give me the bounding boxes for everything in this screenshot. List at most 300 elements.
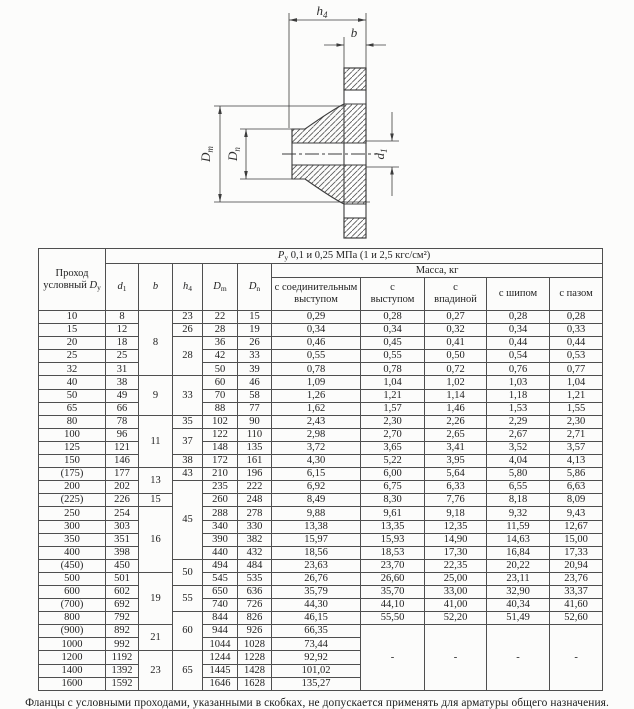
table-cell: 0,44 xyxy=(487,337,550,350)
table-cell: 1600 xyxy=(39,677,106,690)
table-cell: 26,76 xyxy=(272,572,361,585)
table-cell: 545 xyxy=(203,572,238,585)
table-cell: 792 xyxy=(106,612,139,625)
table-cell: 52,20 xyxy=(425,612,487,625)
table-cell: 450 xyxy=(106,559,139,572)
table-cell: 44,30 xyxy=(272,599,361,612)
table-cell: 65 xyxy=(39,402,106,415)
table-cell: 1228 xyxy=(238,651,272,664)
table-cell: 2,26 xyxy=(425,415,487,428)
table-cell: 32 xyxy=(39,363,106,376)
table-cell: 10 xyxy=(39,311,106,324)
table-cell: 650 xyxy=(203,585,238,598)
table-cell: 692 xyxy=(106,599,139,612)
table-cell: 26,60 xyxy=(361,572,425,585)
table-cell: 18,53 xyxy=(361,546,425,559)
table-cell: 1,26 xyxy=(272,389,361,402)
table-cell: 46 xyxy=(238,376,272,389)
table-cell: 600 xyxy=(39,585,106,598)
table-header xyxy=(39,249,603,311)
table-row xyxy=(39,350,603,363)
table-cell: 23,76 xyxy=(550,572,603,585)
table-cell: 3,41 xyxy=(425,441,487,454)
table-cell: 41,60 xyxy=(550,599,603,612)
flange-drawing xyxy=(0,0,634,248)
table-cell: 11 xyxy=(139,415,173,467)
header-d1: $d_1$ xyxy=(106,264,139,311)
table-cell: 254 xyxy=(106,507,139,520)
table-cell: (175) xyxy=(39,468,106,481)
table-cell: 226 xyxy=(106,494,139,507)
table-cell: 440 xyxy=(203,546,238,559)
table-row xyxy=(39,625,603,638)
table-cell: 12 xyxy=(106,324,139,337)
table-cell: 826 xyxy=(238,612,272,625)
table-cell: 33,00 xyxy=(425,585,487,598)
table-cell: (900) xyxy=(39,625,106,638)
dim-b-label: b xyxy=(350,25,358,40)
table-cell: 3,57 xyxy=(550,441,603,454)
table-cell: 0,45 xyxy=(361,337,425,350)
table-cell: 15 xyxy=(139,494,173,507)
table-cell: 1,21 xyxy=(361,389,425,402)
table-cell: 20 xyxy=(39,337,106,350)
table-cell: 60 xyxy=(173,612,203,651)
table-cell: 1392 xyxy=(106,664,139,677)
dim-dm-label: $D_m$ xyxy=(198,146,215,162)
table-cell: 92,92 xyxy=(272,651,361,664)
table-cell: 4,13 xyxy=(550,455,603,468)
table-cell: 250 xyxy=(39,507,106,520)
table-cell: 16,84 xyxy=(487,546,550,559)
table-row xyxy=(39,441,603,454)
table-cell: 0,34 xyxy=(487,324,550,337)
table-cell: 18,56 xyxy=(272,546,361,559)
table-cell: 726 xyxy=(238,599,272,612)
table-cell: 33 xyxy=(173,376,203,415)
table-cell: 37 xyxy=(173,428,203,454)
table-cell: 0,28 xyxy=(361,311,425,324)
table-cell: (700) xyxy=(39,599,106,612)
header-mass-recess: с впадиной xyxy=(425,278,487,311)
table-row xyxy=(39,599,603,612)
table-row xyxy=(39,415,603,428)
table-cell: 35 xyxy=(173,415,203,428)
table-cell: 161 xyxy=(238,455,272,468)
table-row xyxy=(39,585,603,598)
table-cell: 892 xyxy=(106,625,139,638)
table-cell: 26 xyxy=(238,337,272,350)
header-mass-tenon: с шипом xyxy=(487,278,550,311)
table-cell: 202 xyxy=(106,481,139,494)
table-cell: 1192 xyxy=(106,651,139,664)
table-row xyxy=(39,533,603,546)
table-cell: 3,72 xyxy=(272,441,361,454)
table-cell: 0,34 xyxy=(272,324,361,337)
table-cell: 2,98 xyxy=(272,428,361,441)
table-cell: 8,18 xyxy=(487,494,550,507)
table-cell: 11,59 xyxy=(487,520,550,533)
table-cell: 88 xyxy=(203,402,238,415)
table-cell: 77 xyxy=(238,402,272,415)
table-cell: 3,95 xyxy=(425,455,487,468)
table-cell: 235 xyxy=(203,481,238,494)
table-cell: 1200 xyxy=(39,651,106,664)
table-row xyxy=(39,507,603,520)
table-cell: 0,28 xyxy=(550,311,603,324)
table-cell: 0,76 xyxy=(487,363,550,376)
table-cell: 6,33 xyxy=(425,481,487,494)
table-cell: 172 xyxy=(203,455,238,468)
table-cell: 9,88 xyxy=(272,507,361,520)
table-cell: 21 xyxy=(139,625,173,651)
table-cell: 6,15 xyxy=(272,468,361,481)
table-cell: 150 xyxy=(39,455,106,468)
table-cell: 0,55 xyxy=(361,350,425,363)
table-cell: 60 xyxy=(203,376,238,389)
table-cell: 15 xyxy=(238,311,272,324)
table-cell: 6,75 xyxy=(361,481,425,494)
table-cell: 13 xyxy=(139,468,173,494)
table-cell: 9,18 xyxy=(425,507,487,520)
table-row xyxy=(39,389,603,402)
table-cell: 55 xyxy=(173,585,203,611)
table-cell: 484 xyxy=(238,559,272,572)
table-cell: 8,30 xyxy=(361,494,425,507)
table-cell: 1000 xyxy=(39,638,106,651)
table-cell: 1,53 xyxy=(487,402,550,415)
table-cell: 65 xyxy=(173,651,203,690)
table-cell: 22,35 xyxy=(425,559,487,572)
header-mass: Масса, кг xyxy=(272,264,603,278)
table-cell: - xyxy=(487,625,550,690)
table-cell: 390 xyxy=(203,533,238,546)
table-cell: 102 xyxy=(203,415,238,428)
header-dn: $D_n$ xyxy=(238,264,272,311)
table-cell: 66 xyxy=(106,402,139,415)
dim-d1-label: $d_1$ xyxy=(372,148,389,160)
table-cell: 0,78 xyxy=(361,363,425,376)
table-cell: 0,54 xyxy=(487,350,550,363)
table-cell: 9 xyxy=(139,376,173,415)
table-row xyxy=(39,363,603,376)
table-cell: 49 xyxy=(106,389,139,402)
table-cell: 1028 xyxy=(238,638,272,651)
table-cell: 8,49 xyxy=(272,494,361,507)
table-cell: 222 xyxy=(238,481,272,494)
table-cell: 32,90 xyxy=(487,585,550,598)
table-cell: 340 xyxy=(203,520,238,533)
table-cell: - xyxy=(361,625,425,690)
table-cell: 33,37 xyxy=(550,585,603,598)
table-cell: 844 xyxy=(203,612,238,625)
table-cell: 330 xyxy=(238,520,272,533)
table-row xyxy=(39,559,603,572)
dim-dn-label: $D_n$ xyxy=(225,147,242,161)
table-cell: 210 xyxy=(203,468,238,481)
header-mass-groove: с пазом xyxy=(550,278,603,311)
table-cell: 148 xyxy=(203,441,238,454)
footnote: Фланцы с условными проходами, указанными в скобках, не допускается применять для арматуры общего назначения. xyxy=(25,696,609,709)
table-cell: 2,30 xyxy=(550,415,603,428)
table-cell: 2,67 xyxy=(487,428,550,441)
table-cell: 2,43 xyxy=(272,415,361,428)
table-cell: 0,78 xyxy=(272,363,361,376)
table-cell: 0,50 xyxy=(425,350,487,363)
table-cell: 2,70 xyxy=(361,428,425,441)
flange-rim-top xyxy=(344,68,366,90)
table-cell: 96 xyxy=(106,428,139,441)
table-cell: (225) xyxy=(39,494,106,507)
header-dm: $D_m$ xyxy=(203,264,238,311)
table-cell: 0,44 xyxy=(550,337,603,350)
flange-spec-table xyxy=(38,248,603,691)
table-cell: 25 xyxy=(39,350,106,363)
table-cell: 0,77 xyxy=(550,363,603,376)
table-row xyxy=(39,455,603,468)
table-cell: 494 xyxy=(203,559,238,572)
table-cell: 9,61 xyxy=(361,507,425,520)
table-cell: 66,35 xyxy=(272,625,361,638)
table-cell: 44,10 xyxy=(361,599,425,612)
table-row xyxy=(39,337,603,350)
table-row xyxy=(39,376,603,389)
table-cell: 1,09 xyxy=(272,376,361,389)
table-cell: 0,72 xyxy=(425,363,487,376)
table-cell: 6,55 xyxy=(487,481,550,494)
table-cell: 38 xyxy=(173,455,203,468)
table-cell: 25,00 xyxy=(425,572,487,585)
table-cell: 260 xyxy=(203,494,238,507)
table-cell: 0,34 xyxy=(361,324,425,337)
table-cell: 17,33 xyxy=(550,546,603,559)
table-cell: 55,50 xyxy=(361,612,425,625)
table-cell: 1592 xyxy=(106,677,139,690)
table-cell: 6,63 xyxy=(550,481,603,494)
table-cell: 28 xyxy=(203,324,238,337)
table-cell: 0,33 xyxy=(550,324,603,337)
table-cell: 36 xyxy=(203,337,238,350)
table-cell: 602 xyxy=(106,585,139,598)
table-cell: 288 xyxy=(203,507,238,520)
table-cell: 20,94 xyxy=(550,559,603,572)
table-cell: 2,29 xyxy=(487,415,550,428)
table-cell: 50 xyxy=(173,559,203,585)
table-cell: 4,04 xyxy=(487,455,550,468)
table-row xyxy=(39,546,603,559)
table-cell: 1428 xyxy=(238,664,272,677)
table-cell: 46,15 xyxy=(272,612,361,625)
table-cell: 196 xyxy=(238,468,272,481)
table-cell: 45 xyxy=(173,481,203,560)
table-cell: 125 xyxy=(39,441,106,454)
table-cell: 22 xyxy=(203,311,238,324)
table-cell: 278 xyxy=(238,507,272,520)
table-cell: 1,03 xyxy=(487,376,550,389)
table-cell: 5,80 xyxy=(487,468,550,481)
table-cell: 20,22 xyxy=(487,559,550,572)
table-cell: 122 xyxy=(203,428,238,441)
table-cell: 1,04 xyxy=(361,376,425,389)
table-cell: 2,30 xyxy=(361,415,425,428)
flange-body-lower xyxy=(292,165,366,204)
table-cell: 135 xyxy=(238,441,272,454)
table-cell: 51,49 xyxy=(487,612,550,625)
flange-rim-bottom xyxy=(344,218,366,238)
table-cell: 800 xyxy=(39,612,106,625)
table-cell: 398 xyxy=(106,546,139,559)
table-cell: 18 xyxy=(106,337,139,350)
table-cell: 25 xyxy=(106,350,139,363)
table-row xyxy=(39,428,603,441)
table-cell: 15,97 xyxy=(272,533,361,546)
table-cell: 382 xyxy=(238,533,272,546)
table-cell: 43 xyxy=(173,468,203,481)
table-cell: 8,09 xyxy=(550,494,603,507)
table-cell: 2,65 xyxy=(425,428,487,441)
table-cell: 1044 xyxy=(203,638,238,651)
table-cell: 177 xyxy=(106,468,139,481)
table-cell: 16 xyxy=(139,507,173,572)
table-row xyxy=(39,311,603,324)
table-cell: 740 xyxy=(203,599,238,612)
table-cell: 110 xyxy=(238,428,272,441)
table-cell: 0,27 xyxy=(425,311,487,324)
table-cell: 23,11 xyxy=(487,572,550,585)
table-cell: 500 xyxy=(39,572,106,585)
table-cell: 40,34 xyxy=(487,599,550,612)
table-cell: 19 xyxy=(139,572,173,624)
table-cell: 14,90 xyxy=(425,533,487,546)
table-cell: 248 xyxy=(238,494,272,507)
table-cell: 50 xyxy=(39,389,106,402)
table-cell: 2,71 xyxy=(550,428,603,441)
table-cell: 90 xyxy=(238,415,272,428)
table-cell: 14,63 xyxy=(487,533,550,546)
table-cell: 3,52 xyxy=(487,441,550,454)
table-cell: 17,30 xyxy=(425,546,487,559)
table-cell: 1,55 xyxy=(550,402,603,415)
table-cell: 0,53 xyxy=(550,350,603,363)
table-cell: 200 xyxy=(39,481,106,494)
table-cell: 1,21 xyxy=(550,389,603,402)
table-cell: 35,79 xyxy=(272,585,361,598)
table-cell: 3,65 xyxy=(361,441,425,454)
flange-table-body xyxy=(39,311,603,691)
header-mass-protrusion: с выступом xyxy=(361,278,425,311)
table-cell: 1,04 xyxy=(550,376,603,389)
table-cell: 926 xyxy=(238,625,272,638)
table-cell: 78 xyxy=(106,415,139,428)
table-cell: 135,27 xyxy=(272,677,361,690)
table-row xyxy=(39,402,603,415)
flange-body-upper xyxy=(292,104,366,143)
table-cell: 23 xyxy=(139,651,173,690)
flange-section-svg xyxy=(0,0,634,248)
table-cell: 15,93 xyxy=(361,533,425,546)
header-mass-connecting: с соединительным выступом xyxy=(272,278,361,311)
table-cell: 146 xyxy=(106,455,139,468)
table-cell: 121 xyxy=(106,441,139,454)
table-cell: 6,00 xyxy=(361,468,425,481)
table-cell: 50 xyxy=(203,363,238,376)
table-cell: 13,35 xyxy=(361,520,425,533)
table-cell: 9,43 xyxy=(550,507,603,520)
table-cell: 19 xyxy=(238,324,272,337)
table-row xyxy=(39,612,603,625)
table-cell: 23,70 xyxy=(361,559,425,572)
table-cell: 636 xyxy=(238,585,272,598)
table-cell: 39 xyxy=(238,363,272,376)
table-cell: 58 xyxy=(238,389,272,402)
dim-h4-label: $h_4$ xyxy=(316,3,328,20)
table-row xyxy=(39,324,603,337)
table-cell: 23,63 xyxy=(272,559,361,572)
table-cell: 0,41 xyxy=(425,337,487,350)
table-cell: 535 xyxy=(238,572,272,585)
table-cell: 31 xyxy=(106,363,139,376)
table-cell: 8 xyxy=(139,311,173,376)
table-cell: 33 xyxy=(238,350,272,363)
table-cell: 1628 xyxy=(238,677,272,690)
header-pressure: $P_у$ 0,1 и 0,25 МПа (1 и 2,5 кгс/см²) xyxy=(106,249,603,264)
table-cell: 1244 xyxy=(203,651,238,664)
table-cell: 1,18 xyxy=(487,389,550,402)
table-cell: 23 xyxy=(173,311,203,324)
table-cell: 26 xyxy=(173,324,203,337)
table-cell: - xyxy=(425,625,487,690)
header-h4: $h_4$ xyxy=(173,264,203,311)
table-cell: 944 xyxy=(203,625,238,638)
table-cell: 15 xyxy=(39,324,106,337)
table-cell: 5,86 xyxy=(550,468,603,481)
table-row xyxy=(39,481,603,494)
table-cell: 7,76 xyxy=(425,494,487,507)
table-cell: 41,00 xyxy=(425,599,487,612)
table-cell: 1,14 xyxy=(425,389,487,402)
table-cell: 350 xyxy=(39,533,106,546)
table-cell: 400 xyxy=(39,546,106,559)
header-pass: Проход условный $D_у$ xyxy=(39,249,106,311)
table-row xyxy=(39,468,603,481)
table-cell: 0,32 xyxy=(425,324,487,337)
table-cell: - xyxy=(550,625,603,690)
table-cell: 42 xyxy=(203,350,238,363)
table-row xyxy=(39,494,603,507)
table-row xyxy=(39,520,603,533)
table-cell: 13,38 xyxy=(272,520,361,533)
table-cell: 5,64 xyxy=(425,468,487,481)
table-cell: 303 xyxy=(106,520,139,533)
table-cell: 1,62 xyxy=(272,402,361,415)
table-cell: 8 xyxy=(106,311,139,324)
table-row xyxy=(39,572,603,585)
table-cell: 28 xyxy=(173,337,203,376)
table-cell: 5,22 xyxy=(361,455,425,468)
header-b: b xyxy=(139,264,173,311)
table-cell: 300 xyxy=(39,520,106,533)
table-cell: 70 xyxy=(203,389,238,402)
table-cell: 12,35 xyxy=(425,520,487,533)
table-cell: 15,00 xyxy=(550,533,603,546)
table-cell: 12,67 xyxy=(550,520,603,533)
table-cell: 0,28 xyxy=(487,311,550,324)
table-cell: 0,29 xyxy=(272,311,361,324)
table-cell: 100 xyxy=(39,428,106,441)
table-cell: 52,60 xyxy=(550,612,603,625)
table-cell: 1,57 xyxy=(361,402,425,415)
table-cell: (450) xyxy=(39,559,106,572)
